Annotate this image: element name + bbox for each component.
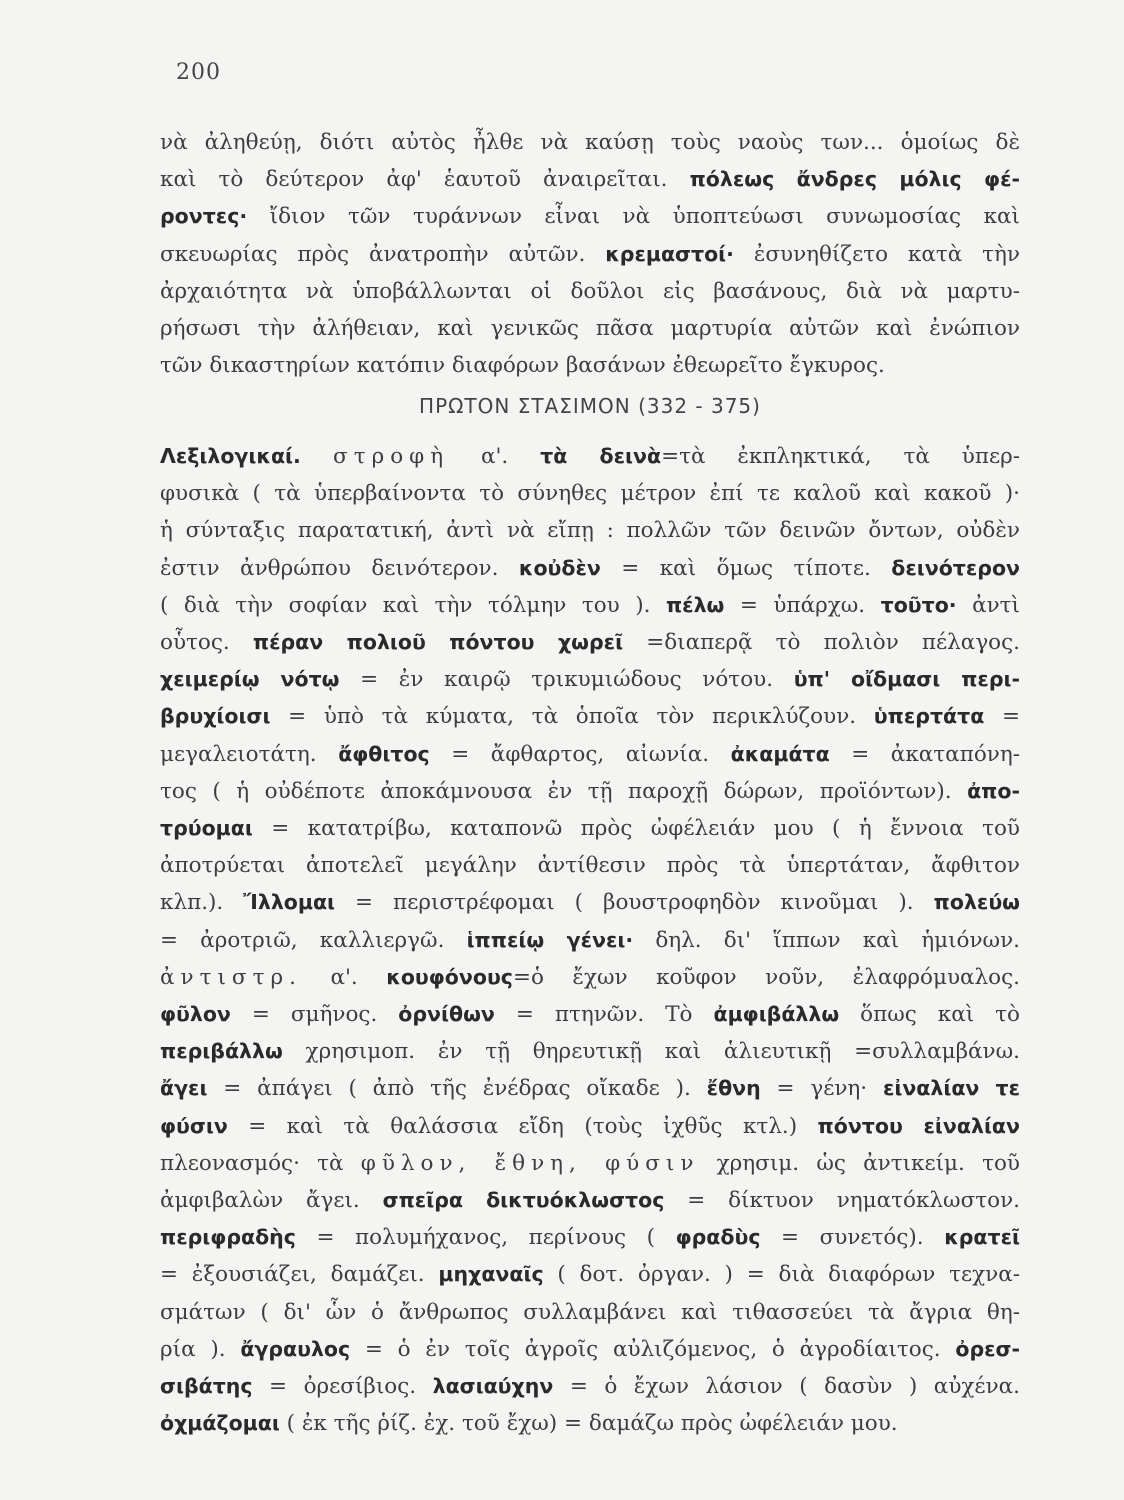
text-line — [160, 124, 1020, 161]
line-text: = — [984, 704, 1020, 730]
text-line — [160, 1405, 1020, 1442]
text-line — [160, 438, 1020, 475]
text-line — [160, 773, 1020, 810]
text-line — [160, 587, 1020, 624]
line-text: σκευωρίας πρὸς ἀνατροπὴν αὐτῶν. — [160, 241, 606, 267]
headword: ὀρεσ- — [955, 1336, 1020, 1361]
text-line — [160, 810, 1020, 847]
headword: φῦλον — [160, 1002, 231, 1027]
line-text: = σμῆνος. — [230, 1002, 399, 1028]
line-text: = ἄφθαρτος, αἰωνία. — [429, 741, 731, 767]
headword: φύσιν — [160, 1113, 228, 1138]
headword: κρατεῖ — [944, 1225, 1020, 1250]
line-text: κλπ.). — [160, 890, 244, 916]
headword: κοὐδὲν — [518, 555, 601, 580]
headword: δεινότερον — [891, 555, 1020, 580]
text-line — [160, 1070, 1020, 1107]
text-line — [160, 550, 1020, 587]
headword: κουφόνους — [386, 964, 513, 989]
line-text: καὶ τὸ δεύτερον ἀφ' ἑαυτοῦ ἀναιρεῖται. — [160, 167, 690, 193]
text-line — [160, 1294, 1020, 1331]
text-line — [160, 1219, 1020, 1256]
text-line — [160, 1182, 1020, 1219]
text-line — [160, 884, 1020, 921]
headword: χειμερίῳ νότῳ — [160, 667, 340, 692]
headword: Ἴλλομαι — [243, 890, 336, 915]
page-number: 200 — [176, 60, 221, 85]
headword: πόλεως ἄνδρες μόλις φέ- — [689, 167, 1020, 192]
text-line — [160, 198, 1020, 235]
section-title: ΠΡΩΤΟΝ ΣΤΑΣΙΜΟΝ (332 - 375) — [419, 394, 761, 418]
line-text: = γένη· — [760, 1076, 883, 1102]
text-line — [160, 475, 1020, 512]
headword: ὑπ' οἴδμασι περι- — [793, 667, 1020, 692]
spaced-term: ἀντιστρ. — [160, 964, 302, 990]
headword: πέλω — [665, 592, 725, 617]
line-text: = ὀρεσίβιος. — [252, 1374, 433, 1400]
line-text: ἡ σύνταξις παρατατική, ἀντὶ νὰ εἴπῃ : πολλῶν τῶν δεινῶν ὄντων, οὐδὲν — [160, 518, 1020, 544]
text-line — [160, 698, 1020, 735]
text-line — [160, 1033, 1020, 1070]
line-text: =τὰ ἐκπληκτικά, τὰ ὑπερ- — [661, 444, 1020, 469]
line-text: = συνετός). — [760, 1225, 945, 1251]
text-line — [160, 736, 1020, 773]
text-line — [160, 161, 1020, 198]
line-text: = ἐξουσιάζει, δαμάζει. — [160, 1262, 439, 1288]
line-text: ( ἐκ τῆς ῥίζ. ἐχ. τοῦ ἔχω) = δαμάζω πρὸς ὠφέλειάν μου. — [279, 1411, 898, 1437]
headword: πολεύω — [933, 890, 1020, 915]
text-line — [160, 347, 1020, 384]
headword: περιφραδὴς — [160, 1225, 296, 1250]
line-text: α'. — [301, 964, 387, 990]
headword: ὀρνίθων — [398, 1002, 495, 1027]
line-text: =διαπερᾷ τὸ πολιὸν πέλαγος. — [623, 630, 1020, 656]
headword: ἄγραυλος — [240, 1336, 351, 1361]
line-text: = ὑπὸ τὰ κύματα, τὰ ὁποῖα τὸν περικλύζουν. — [270, 704, 874, 730]
line-text: τος ( ἡ οὐδέποτε ἀποκάμνουσα ἐν τῇ παροχῇ δώρων, προϊόντων). — [160, 778, 968, 804]
text-line — [160, 1331, 1020, 1368]
headword: εἰναλίαν τε — [882, 1076, 1020, 1101]
spaced-term: στροφὴ — [333, 444, 450, 469]
text-line — [160, 512, 1020, 549]
line-text: ἴδιον τῶν τυράννων εἶναι νὰ ὑποπτεύωσι συνωμοσίας καὶ — [247, 204, 1020, 230]
line-text: ρήσωσι τὴν ἀλήθειαν, καὶ γενικῶς πᾶσα μαρτυρία αὐτῶν καὶ ἐνώπιον — [160, 316, 1020, 342]
text-line — [160, 996, 1020, 1033]
line-text: = περιστρέφομαι ( βουστροφηδὸν κινοῦμαι ). — [335, 890, 934, 916]
paragraph-vocabulary — [160, 438, 1020, 1442]
headword: ἀπο- — [967, 778, 1020, 803]
line-text: πλεονασμός· τὰ — [160, 1150, 361, 1176]
text-line — [160, 922, 1020, 959]
line-text: ἀρχαιότητα νὰ ὑποβάλλωνται οἱ δοῦλοι εἰς βασάνους, διὰ νὰ μαρτυ- — [160, 278, 1020, 304]
line-text: = ἐν καιρῷ τρικυμιώδους νότου. — [339, 667, 794, 693]
headword: ἔθνη — [706, 1076, 761, 1101]
spaced-term: φῦλον, ἔθνη, φύσιν — [360, 1150, 700, 1176]
line-text: = κατατρίβω, καταπονῶ πρὸς ὠφέλειάν μου ( ἡ ἔννοια τοῦ — [252, 816, 1020, 842]
headword: ὀχμάζομαι — [160, 1411, 280, 1436]
line-text: ἀντὶ — [956, 592, 1020, 618]
headword: πόντου εἰναλίαν — [817, 1113, 1020, 1138]
headword: τρύομαι — [160, 816, 253, 841]
headword: ροντες· — [160, 204, 248, 229]
line-text: ἐσυνηθίζετο κατὰ τὴν — [733, 241, 1020, 267]
headword: Λεξιλογικαί. — [160, 444, 334, 468]
headword: λασιαύχην — [432, 1374, 554, 1399]
text-line — [160, 661, 1020, 698]
headword: τὰ δεινὰ — [540, 444, 662, 468]
line-text: = καὶ τὰ θαλάσσια εἴδη (τοὺς ἰχθῦς κτλ.) — [227, 1113, 818, 1139]
line-text: οὗτος. — [160, 630, 253, 656]
text-line — [160, 847, 1020, 884]
headword: σιβάτης — [160, 1374, 253, 1399]
line-text: = δίκτυον νηματόκλωστον. — [664, 1188, 1020, 1214]
line-text: ( δοτ. ὀργαν. ) = διὰ διαφόρων τεχνα- — [543, 1262, 1020, 1288]
line-text: = ὑπάρχω. — [724, 592, 881, 618]
headword: ἄφθιτος — [338, 741, 430, 766]
headword: ἄγει — [160, 1076, 208, 1101]
paragraph-commentary — [160, 124, 1020, 384]
headword: ὑπερτάτα — [873, 704, 985, 729]
headword: πέραν πολιοῦ πόντου χωρεῖ — [252, 630, 624, 655]
headword: ἀμφιβάλλω — [713, 1002, 840, 1027]
headword: ἱππείῳ γένει· — [466, 927, 634, 952]
line-text: μεγαλειοτάτη. — [160, 741, 339, 767]
line-text: δηλ. δι' ἵππων καὶ ἡμιόνων. — [633, 927, 1020, 953]
headword: τοῦτο· — [880, 592, 957, 617]
headword: ἀκαμάτα — [730, 741, 830, 766]
line-text: φυσικὰ ( τὰ ὑπερβαίνοντα τὸ σύνηθες μέτρον ἐπί τε καλοῦ καὶ κακοῦ )· — [160, 481, 1020, 507]
line-text: ὅπως καὶ τὸ — [839, 1002, 1020, 1028]
text-line — [160, 959, 1020, 996]
line-text: = ὁ ἐν τοῖς ἀγροῖς αὐλιζόμενος, ὁ ἀγροδίαιτος. — [350, 1336, 956, 1362]
line-text: ἀποτρύεται ἀποτελεῖ μεγάλην ἀντίθεσιν πρὸς τὰ ὑπερτάταν, ἄφθιτον — [160, 853, 1020, 879]
line-text: χρησιμοπ. ἐν τῇ θηρευτικῇ καὶ ἁλιευτικῇ =συλλαμβάνω. — [282, 1039, 1020, 1065]
headword: περιβάλλω — [160, 1039, 283, 1064]
line-text: ( διὰ τὴν σοφίαν καὶ τὴν τόλμην του ). — [160, 592, 666, 618]
line-text: α'. — [449, 444, 541, 469]
line-text: ἐστιν ἀνθρώπου δεινότερον. — [160, 555, 519, 581]
line-text: τῶν δικαστηρίων κατόπιν διαφόρων βασάνων ἐθεωρεῖτο ἔγκυρος. — [160, 353, 885, 379]
line-text: χρησιμ. ὡς ἀντικείμ. τοῦ — [699, 1150, 1020, 1176]
line-text: σμάτων ( δι' ὧν ὁ ἄνθρωπος συλλαμβάνει καὶ τιθασσεύει τὰ ἄγρια θη- — [160, 1299, 1020, 1325]
headword: φραδὺς — [675, 1225, 761, 1250]
text-line — [160, 273, 1020, 310]
line-text: = ἀκαταπόνη- — [829, 741, 1020, 767]
headword: σπεῖρα δικτυόκλωστος — [382, 1188, 665, 1213]
text-line — [160, 1145, 1020, 1182]
text-line — [160, 310, 1020, 347]
text-line — [160, 1368, 1020, 1405]
line-text: ρία ). — [160, 1336, 241, 1362]
line-text: = καὶ ὅμως τίποτε. — [600, 555, 892, 581]
text-line — [160, 1256, 1020, 1293]
text-line — [160, 624, 1020, 661]
line-text: = πτηνῶν. Τὸ — [494, 1002, 714, 1028]
line-text: νὰ ἀληθεύῃ, διότι αὐτὸς ἦλθε νὰ καύσῃ τοὺς ναοὺς των... ὁμοίως δὲ — [160, 130, 1020, 155]
line-text: =ὁ ἔχων κοῦφον νοῦν, ἐλαφρόμυαλος. — [512, 964, 1020, 990]
line-text: = ἀπάγει ( ἀπὸ τῆς ἐνέδρας οἴκαδε ). — [207, 1076, 707, 1102]
headword: βρυχίοισι — [160, 704, 271, 729]
line-text: = πολυμήχανος, περίνους ( — [295, 1225, 676, 1251]
headword: μηχαναῖς — [438, 1262, 544, 1287]
line-text: = ἀροτριῶ, καλλιεργῶ. — [160, 927, 467, 953]
line-text: = ὁ ἔχων λάσιον ( δασὺν ) αὐχένα. — [553, 1374, 1020, 1400]
text-line — [160, 236, 1020, 273]
line-text: ἀμφιβαλὼν ἄγει. — [160, 1188, 383, 1214]
text-line — [160, 1108, 1020, 1145]
headword: κρεμαστοί· — [605, 241, 734, 266]
